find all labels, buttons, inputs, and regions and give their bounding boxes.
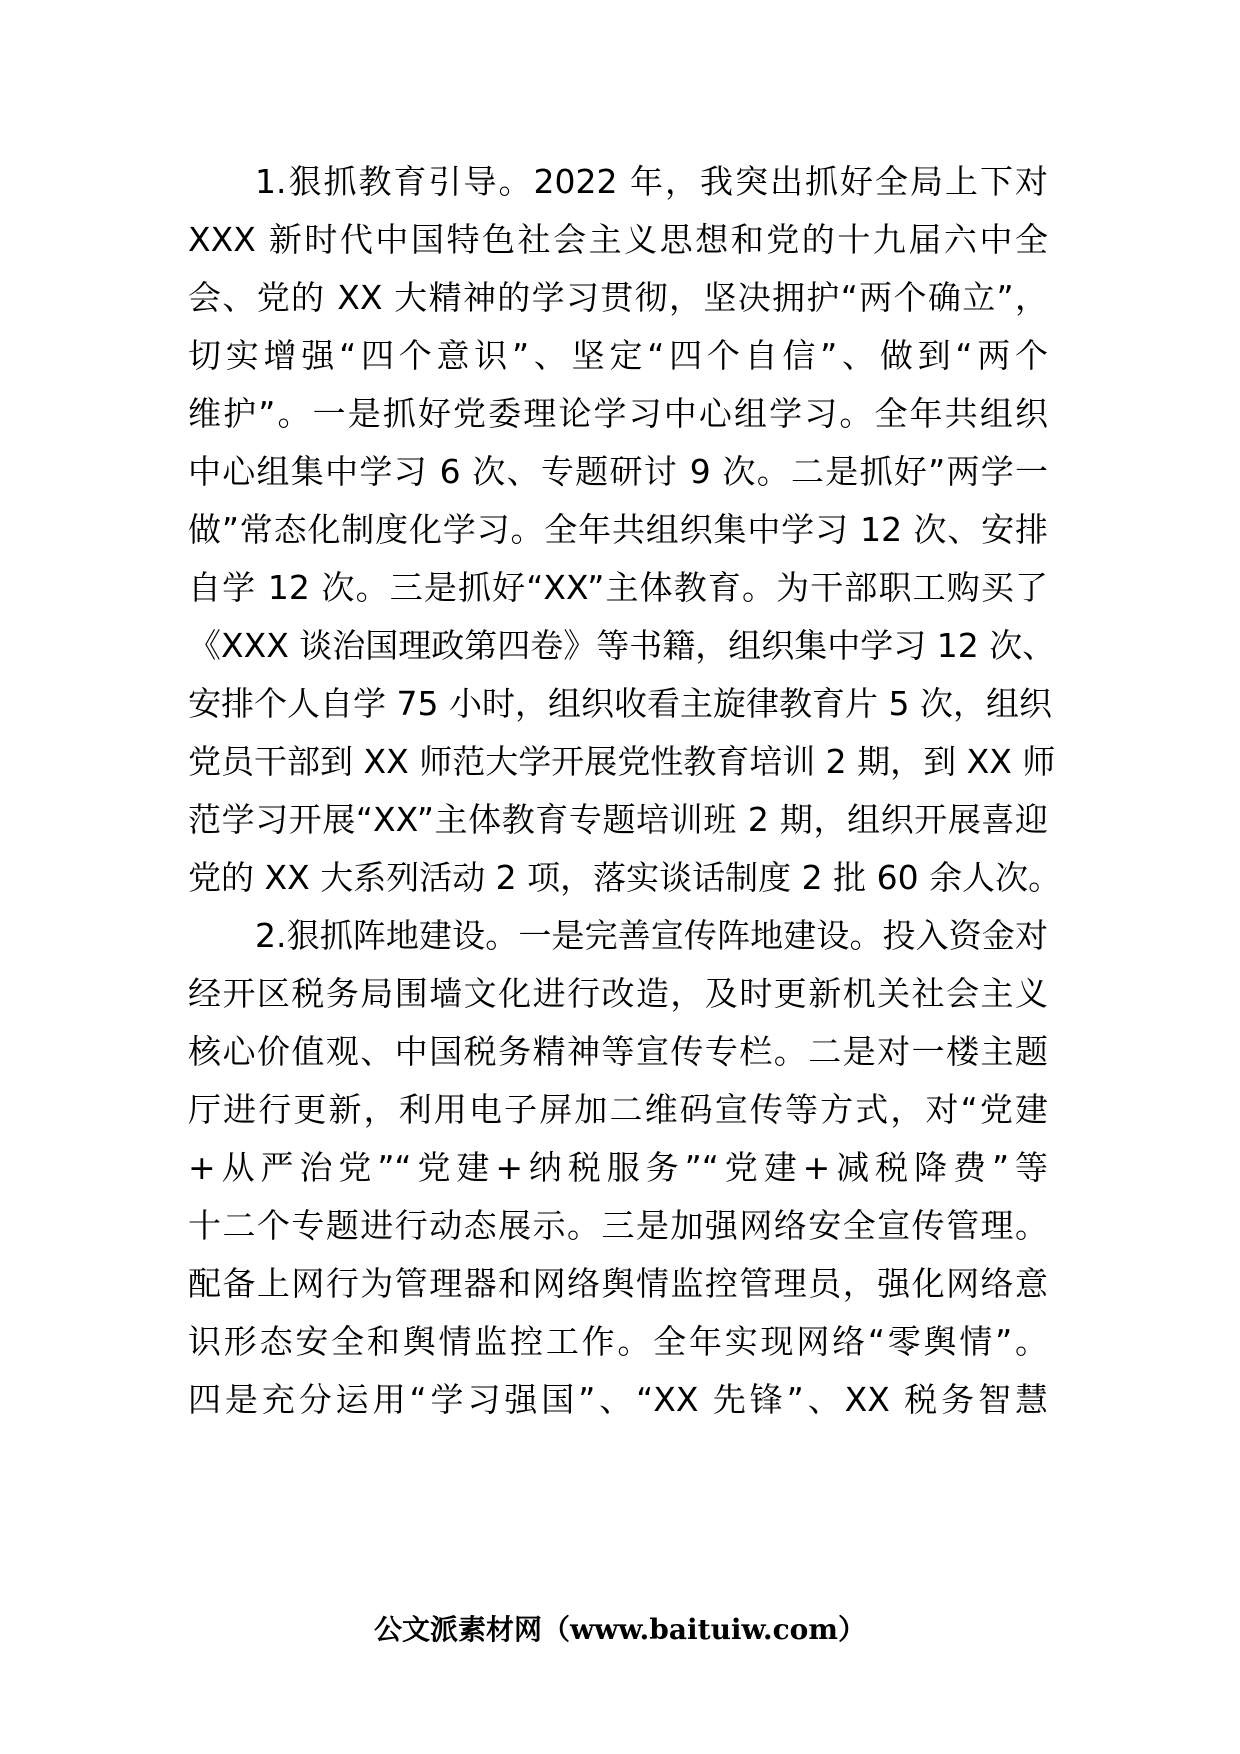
paragraph-1-line-9: 《XXX 谈治国理政第四卷》等书籍，组织集中学习 12 次、 [188, 626, 1056, 665]
paragraph-2-line-1: 2.狠抓阵地建设。一是完善宣传阵地建设。投入资金对 [255, 916, 1048, 955]
paragraph-1-line-4: 切实增强“四个意识”、坚定“四个自信”、做到“两个 [188, 336, 1048, 375]
paragraph-1-line-1: 1.狠抓教育引导。2022 年，我突出抓好全局上下对 [255, 162, 1048, 201]
paragraph-2-line-7: 配备上网行为管理器和网络舆情监控管理员，强化网络意 [188, 1264, 1048, 1303]
paragraph-1-line-6: 中心组集中学习 6 次、专题研讨 9 次。二是抓好”两学一 [188, 452, 1048, 491]
paragraph-2-line-2: 经开区税务局围墙文化进行改造，及时更新机关社会主义 [188, 974, 1048, 1013]
paragraph-2-line-4: 厅进行更新，利用电子屏加二维码宣传等方式，对“党建 [188, 1090, 1048, 1129]
paragraph-2-line-9: 四是充分运用“学习强国”、“XX 先锋”、XX 税务智慧 [188, 1380, 1048, 1419]
paragraph-1-line-8: 自学 12 次。三是抓好“XX”主体教育。为干部职工购买了 [188, 568, 1048, 607]
paragraph-2-line-3: 核心价值观、中国税务精神等宣传专栏。二是对一楼主题 [188, 1032, 1048, 1071]
paragraph-1-line-13: 党的 XX 大系列活动 2 项，落实谈话制度 2 批 60 余人次。 [188, 858, 1062, 897]
page-footer: 公文派素材网（www.baituiw.com） [374, 1613, 866, 1646]
paragraph-1-line-2: XXX 新时代中国特色社会主义思想和党的十九届六中全 [188, 220, 1048, 259]
paragraph-1-line-3: 会、党的 XX 大精神的学习贯彻，坚决拥护“两个确立”， [188, 278, 1048, 317]
paragraph-1-line-12: 范学习开展“XX”主体教育专题培训班 2 期，组织开展喜迎 [188, 800, 1048, 839]
paragraph-2-line-5: +从严治党”“党建+纳税服务”“党建+减税降费”等 [188, 1148, 1048, 1187]
paragraph-1-line-7: 做”常态化制度化学习。全年共组织集中学习 12 次、安排 [188, 510, 1048, 549]
paragraph-1-line-11: 党员干部到 XX 师范大学开展党性教育培训 2 期，到 XX 师 [188, 742, 1056, 781]
paragraph-2-line-8: 识形态安全和舆情监控工作。全年实现网络“零舆情”。 [188, 1322, 1048, 1361]
paragraph-1-line-5: 维护”。一是抓好党委理论学习中心组学习。全年共组织 [188, 394, 1048, 433]
paragraph-2-line-6: 十二个专题进行动态展示。三是加强网络安全宣传管理。 [188, 1206, 1048, 1245]
paragraph-1-line-10: 安排个人自学 75 小时，组织收看主旋律教育片 5 次，组织 [188, 684, 1052, 723]
